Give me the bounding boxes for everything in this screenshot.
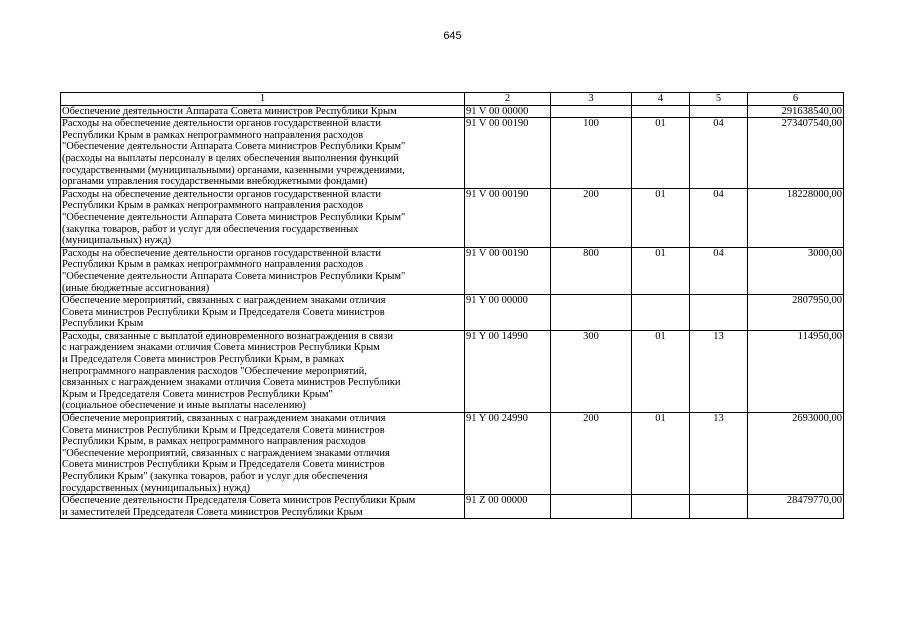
row-expense-type bbox=[551, 495, 632, 519]
table-row bbox=[61, 495, 844, 519]
row-target-code: 91 V 00 00190 bbox=[465, 247, 551, 294]
row-section bbox=[632, 495, 690, 519]
row-description: Расходы на обеспечение деятельности органов государственной власти Республики Крым в рамках непрограммного направления расходов "Обеспечение деятельности Аппарата Совета министров Республики Крым" (расходы на выплаты персоналу в целях обеспечения выполнения функций государственными (муниципальными) органами, казенными учреждениями, органами управления государственными внебюджетными фондами) bbox=[61, 118, 465, 189]
row-subsection: 13 bbox=[690, 413, 748, 495]
row-expense-type: 200 bbox=[551, 413, 632, 495]
row-amount: 28479770,00 bbox=[748, 495, 844, 519]
row-description: Расходы на обеспечение деятельности органов государственной власти Республики Крым в рамках непрограммного направления расходов "Обеспечение деятельности Аппарата Совета министров Республики Крым" (иные бюджетные ассигнования) bbox=[61, 247, 465, 294]
column-header-3: 3 bbox=[551, 93, 632, 106]
row-subsection bbox=[690, 495, 748, 519]
budget-table bbox=[60, 92, 844, 519]
row-expense-type: 200 bbox=[551, 188, 632, 247]
row-subsection bbox=[690, 105, 748, 118]
row-expense-type: 300 bbox=[551, 330, 632, 412]
row-amount: 2807950,00 bbox=[748, 295, 844, 331]
column-header-6: 6 bbox=[748, 93, 844, 106]
table-row bbox=[61, 247, 844, 294]
page-number: 645 bbox=[443, 30, 462, 42]
row-description: Обеспечение деятельности Председателя Совета министров Республики Крым и заместителей Председателя Совета министров Республики Крым bbox=[61, 495, 465, 519]
row-target-code: 91 Z 00 00000 bbox=[465, 495, 551, 519]
table-row bbox=[61, 105, 844, 118]
row-section: 01 bbox=[632, 413, 690, 495]
row-subsection: 04 bbox=[690, 118, 748, 189]
row-target-code: 91 V 00 00000 bbox=[465, 105, 551, 118]
row-section: 01 bbox=[632, 330, 690, 412]
row-subsection: 04 bbox=[690, 188, 748, 247]
table-row bbox=[61, 295, 844, 331]
row-description: Расходы, связанные с выплатой единовременного вознаграждения в связи с награждением знаками отличия Совета министров Республики Крым и Председателя Совета министров Республики Крым, в рамках непрограммного направления расходов "Обеспечение мероприятий, связанных с награждением знаками отличия Совета министров Республики Крым и Председателя Совета министров Республики Крым" (социальное обеспечение и иные выплаты населению) bbox=[61, 330, 465, 412]
row-target-code: 91 V 00 00190 bbox=[465, 188, 551, 247]
row-section: 01 bbox=[632, 247, 690, 294]
row-description: Обеспечение мероприятий, связанных с награждением знаками отличия Совета министров Республики Крым и Председателя Совета министров Республики Крым, в рамках непрограммного направления расходов "Обеспечение мероприятий, связанных с награждением знаками отличия Совета министров Республики Крым и Председателя Совета министров Республики Крым" (закупка товаров, работ и услуг для обеспечения государственных (муниципальных) нужд) bbox=[61, 413, 465, 495]
row-amount: 18228000,00 bbox=[748, 188, 844, 247]
row-amount: 114950,00 bbox=[748, 330, 844, 412]
table-row bbox=[61, 188, 844, 247]
row-subsection: 04 bbox=[690, 247, 748, 294]
row-section: 01 bbox=[632, 118, 690, 189]
column-header-5: 5 bbox=[690, 93, 748, 106]
row-expense-type: 100 bbox=[551, 118, 632, 189]
row-target-code: 91 Y 00 14990 bbox=[465, 330, 551, 412]
row-section bbox=[632, 105, 690, 118]
column-header-2: 2 bbox=[465, 93, 551, 106]
row-subsection bbox=[690, 295, 748, 331]
table-row bbox=[61, 330, 844, 412]
row-section: 01 bbox=[632, 188, 690, 247]
row-subsection: 13 bbox=[690, 330, 748, 412]
column-header-4: 4 bbox=[632, 93, 690, 106]
row-amount: 273407540,00 bbox=[748, 118, 844, 189]
row-target-code: 91 V 00 00190 bbox=[465, 118, 551, 189]
row-description: Обеспечение мероприятий, связанных с награждением знаками отличия Совета министров Республики Крым и Председателя Совета министров Республики Крым bbox=[61, 295, 465, 331]
row-target-code: 91 Y 00 24990 bbox=[465, 413, 551, 495]
row-amount: 3000,00 bbox=[748, 247, 844, 294]
row-expense-type bbox=[551, 295, 632, 331]
row-description: Обеспечение деятельности Аппарата Совета министров Республики Крым bbox=[61, 105, 465, 118]
row-section bbox=[632, 295, 690, 331]
table-row bbox=[61, 118, 844, 189]
table-header-row bbox=[61, 93, 844, 106]
column-header-1: 1 bbox=[61, 93, 465, 106]
row-target-code: 91 Y 00 00000 bbox=[465, 295, 551, 331]
row-expense-type bbox=[551, 105, 632, 118]
row-amount: 291638540,00 bbox=[748, 105, 844, 118]
row-description: Расходы на обеспечение деятельности органов государственной власти Республики Крым в рамках непрограммного направления расходов "Обеспечение деятельности Аппарата Совета министров Республики Крым" (закупка товаров, работ и услуг для обеспечения государственных (муниципальных) нужд) bbox=[61, 188, 465, 247]
row-expense-type: 800 bbox=[551, 247, 632, 294]
table-row bbox=[61, 413, 844, 495]
row-amount: 2693000,00 bbox=[748, 413, 844, 495]
